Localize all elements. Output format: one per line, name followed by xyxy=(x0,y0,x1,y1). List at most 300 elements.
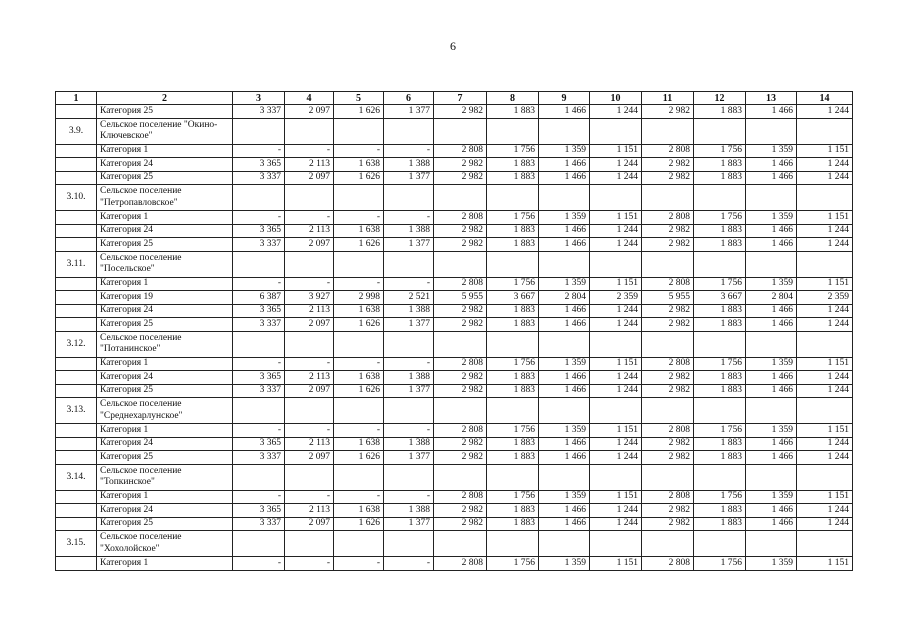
value-cell: - xyxy=(384,357,434,371)
table-row xyxy=(56,224,853,238)
value-cell: 1 244 xyxy=(797,224,853,238)
row-number xyxy=(56,105,97,119)
value-cell: 3 365 xyxy=(233,158,285,172)
row-number xyxy=(56,437,97,451)
value-cell: 1 244 xyxy=(590,238,642,252)
value-cell: 2 097 xyxy=(285,451,334,465)
value-cell: - xyxy=(384,490,434,504)
empty-cell xyxy=(334,464,384,490)
value-cell: - xyxy=(334,557,384,571)
empty-cell xyxy=(539,185,590,211)
value-cell: 2 113 xyxy=(285,224,334,238)
value-cell: 1 756 xyxy=(694,211,746,225)
value-cell: 1 377 xyxy=(384,318,434,332)
value-cell: 2 808 xyxy=(434,490,487,504)
empty-cell xyxy=(434,331,487,357)
row-number: 3.11. xyxy=(56,251,97,277)
row-number: 3.13. xyxy=(56,398,97,424)
value-cell: 1 883 xyxy=(487,451,539,465)
value-cell: 1 638 xyxy=(334,304,384,318)
value-cell: 3 337 xyxy=(233,318,285,332)
value-cell: 1 244 xyxy=(590,504,642,518)
header-cell: 8 xyxy=(487,92,539,105)
row-number xyxy=(56,371,97,385)
value-cell: 1 377 xyxy=(384,451,434,465)
value-cell: 1 883 xyxy=(487,238,539,252)
value-cell: 1 756 xyxy=(487,424,539,438)
empty-cell xyxy=(797,398,853,424)
row-number: 3.15. xyxy=(56,531,97,557)
value-cell: 2 982 xyxy=(434,158,487,172)
settlement-name: Сельское поселение "Посельское" xyxy=(97,251,233,277)
header-cell: 2 xyxy=(97,92,233,105)
value-cell: 2 804 xyxy=(746,291,797,305)
table-row xyxy=(56,384,853,398)
empty-cell xyxy=(434,118,487,144)
value-cell: 1 883 xyxy=(487,384,539,398)
value-cell: 2 359 xyxy=(590,291,642,305)
value-cell: 1 638 xyxy=(334,437,384,451)
value-cell: 1 244 xyxy=(590,171,642,185)
value-cell: 1 883 xyxy=(487,371,539,385)
value-cell: 1 466 xyxy=(746,171,797,185)
value-cell: 1 466 xyxy=(539,451,590,465)
empty-cell xyxy=(434,398,487,424)
value-cell: 2 982 xyxy=(642,105,694,119)
value-cell: 2 097 xyxy=(285,318,334,332)
value-cell: - xyxy=(334,211,384,225)
table-row xyxy=(56,490,853,504)
header-cell: 13 xyxy=(746,92,797,105)
empty-cell xyxy=(797,118,853,144)
value-cell: 1 377 xyxy=(384,238,434,252)
settlement-name: Сельское поселение "Среднехарлунское" xyxy=(97,398,233,424)
empty-cell xyxy=(642,251,694,277)
value-cell: 1 466 xyxy=(746,224,797,238)
value-cell: 1 244 xyxy=(797,451,853,465)
empty-cell xyxy=(694,331,746,357)
value-cell: 1 244 xyxy=(797,517,853,531)
value-cell: - xyxy=(384,277,434,291)
settlement-name: Сельское поселение "Окино-Ключевское" xyxy=(97,118,233,144)
value-cell: 1 377 xyxy=(384,171,434,185)
row-number: 3.10. xyxy=(56,185,97,211)
row-number: 3.14. xyxy=(56,464,97,490)
table-row xyxy=(56,291,853,305)
value-cell: 1 244 xyxy=(797,437,853,451)
empty-cell xyxy=(590,398,642,424)
value-cell: 2 113 xyxy=(285,437,334,451)
empty-cell xyxy=(539,398,590,424)
empty-cell xyxy=(642,464,694,490)
empty-cell xyxy=(384,118,434,144)
value-cell: 1 466 xyxy=(746,504,797,518)
value-cell: 3 927 xyxy=(285,291,334,305)
empty-cell xyxy=(797,185,853,211)
value-cell: 1 359 xyxy=(746,557,797,571)
value-cell: 2 359 xyxy=(797,291,853,305)
value-cell: 2 982 xyxy=(434,384,487,398)
value-cell: 1 359 xyxy=(746,277,797,291)
value-cell: 3 365 xyxy=(233,504,285,518)
section-row xyxy=(56,251,853,277)
table-row xyxy=(56,144,853,158)
value-cell: 1 756 xyxy=(694,490,746,504)
value-cell: 3 337 xyxy=(233,171,285,185)
value-cell: 1 883 xyxy=(694,384,746,398)
value-cell: 1 377 xyxy=(384,517,434,531)
empty-cell xyxy=(233,331,285,357)
value-cell: 1 883 xyxy=(694,451,746,465)
settlement-name: Сельское поселение "Хохолойское" xyxy=(97,531,233,557)
value-cell: 2 982 xyxy=(642,158,694,172)
empty-cell xyxy=(384,398,434,424)
empty-cell xyxy=(285,251,334,277)
value-cell: 2 982 xyxy=(642,384,694,398)
value-cell: 1 466 xyxy=(539,437,590,451)
value-cell: 1 626 xyxy=(334,318,384,332)
category-name: Категория 24 xyxy=(97,504,233,518)
category-name: Категория 24 xyxy=(97,437,233,451)
value-cell: 1 756 xyxy=(694,357,746,371)
empty-cell xyxy=(334,331,384,357)
value-cell: 1 756 xyxy=(694,277,746,291)
empty-cell xyxy=(233,251,285,277)
value-cell: 2 982 xyxy=(642,437,694,451)
value-cell: 1 466 xyxy=(746,437,797,451)
category-name: Категория 25 xyxy=(97,318,233,332)
value-cell: - xyxy=(384,424,434,438)
section-row xyxy=(56,398,853,424)
header-cell: 9 xyxy=(539,92,590,105)
value-cell: - xyxy=(285,557,334,571)
empty-cell xyxy=(233,398,285,424)
value-cell: 1 151 xyxy=(590,424,642,438)
row-number xyxy=(56,557,97,571)
empty-cell xyxy=(746,531,797,557)
value-cell: 2 982 xyxy=(434,304,487,318)
value-cell: 2 808 xyxy=(642,557,694,571)
value-cell: 2 982 xyxy=(434,371,487,385)
value-cell: 1 359 xyxy=(539,424,590,438)
value-cell: 3 365 xyxy=(233,224,285,238)
value-cell: 1 377 xyxy=(384,384,434,398)
value-cell: 1 244 xyxy=(797,384,853,398)
value-cell: 1 244 xyxy=(590,105,642,119)
value-cell: - xyxy=(384,211,434,225)
value-cell: 1 359 xyxy=(746,490,797,504)
section-row xyxy=(56,185,853,211)
value-cell: 1 151 xyxy=(797,357,853,371)
category-name: Категория 1 xyxy=(97,357,233,371)
value-cell: 1 244 xyxy=(797,318,853,332)
value-cell: 1 883 xyxy=(694,437,746,451)
table-row xyxy=(56,277,853,291)
value-cell: 2 808 xyxy=(642,490,694,504)
value-cell: 1 244 xyxy=(590,384,642,398)
empty-cell xyxy=(285,531,334,557)
value-cell: 2 982 xyxy=(642,304,694,318)
empty-cell xyxy=(746,331,797,357)
value-cell: 2 982 xyxy=(642,224,694,238)
value-cell: 2 808 xyxy=(434,557,487,571)
value-cell: 2 808 xyxy=(642,357,694,371)
value-cell: - xyxy=(233,557,285,571)
value-cell: 2 982 xyxy=(434,318,487,332)
value-cell: 3 337 xyxy=(233,451,285,465)
value-cell: 2 808 xyxy=(642,144,694,158)
page-number: 6 xyxy=(450,39,456,53)
value-cell: 3 337 xyxy=(233,238,285,252)
table-row xyxy=(56,158,853,172)
value-cell: - xyxy=(334,277,384,291)
category-name: Категория 1 xyxy=(97,490,233,504)
value-cell: 1 756 xyxy=(487,144,539,158)
row-number xyxy=(56,318,97,332)
header-cell: 10 xyxy=(590,92,642,105)
table-row xyxy=(56,517,853,531)
value-cell: 1 466 xyxy=(539,384,590,398)
empty-cell xyxy=(285,464,334,490)
value-cell: 3 365 xyxy=(233,371,285,385)
category-name: Категория 25 xyxy=(97,451,233,465)
value-cell: 1 883 xyxy=(487,504,539,518)
value-cell: 1 244 xyxy=(590,371,642,385)
empty-cell xyxy=(384,531,434,557)
value-cell: 2 808 xyxy=(434,277,487,291)
value-cell: 2 982 xyxy=(642,371,694,385)
value-cell: 1 466 xyxy=(539,224,590,238)
empty-cell xyxy=(487,464,539,490)
value-cell: 1 883 xyxy=(694,517,746,531)
value-cell: 1 466 xyxy=(539,318,590,332)
value-cell: 1 244 xyxy=(797,238,853,252)
value-cell: 1 466 xyxy=(539,304,590,318)
empty-cell xyxy=(334,531,384,557)
value-cell: 1 638 xyxy=(334,158,384,172)
row-number xyxy=(56,238,97,252)
table-row xyxy=(56,105,853,119)
value-cell: 1 466 xyxy=(746,371,797,385)
header-row xyxy=(56,92,853,105)
value-cell: 1 626 xyxy=(334,384,384,398)
value-cell: - xyxy=(233,490,285,504)
value-cell: 1 151 xyxy=(797,424,853,438)
empty-cell xyxy=(539,464,590,490)
value-cell: 2 097 xyxy=(285,238,334,252)
value-cell: 1 466 xyxy=(746,238,797,252)
category-name: Категория 25 xyxy=(97,105,233,119)
empty-cell xyxy=(746,118,797,144)
value-cell: 1 388 xyxy=(384,371,434,385)
value-cell: 3 365 xyxy=(233,304,285,318)
value-cell: 2 998 xyxy=(334,291,384,305)
value-cell: 1 388 xyxy=(384,224,434,238)
value-cell: 1 626 xyxy=(334,517,384,531)
value-cell: 1 466 xyxy=(746,517,797,531)
value-cell: 1 388 xyxy=(384,158,434,172)
value-cell: - xyxy=(233,144,285,158)
row-number xyxy=(56,304,97,318)
empty-cell xyxy=(434,531,487,557)
value-cell: 2 808 xyxy=(434,424,487,438)
value-cell: 2 097 xyxy=(285,171,334,185)
value-cell: 1 466 xyxy=(539,158,590,172)
value-cell: 1 359 xyxy=(746,211,797,225)
row-number xyxy=(56,490,97,504)
empty-cell xyxy=(384,185,434,211)
empty-cell xyxy=(694,531,746,557)
settlement-name: Сельское поселение "Петропавловское" xyxy=(97,185,233,211)
category-name: Категория 19 xyxy=(97,291,233,305)
value-cell: 1 756 xyxy=(694,557,746,571)
value-cell: 1 466 xyxy=(539,171,590,185)
empty-cell xyxy=(642,185,694,211)
row-number xyxy=(56,224,97,238)
value-cell: 1 756 xyxy=(487,557,539,571)
empty-cell xyxy=(746,398,797,424)
row-number xyxy=(56,158,97,172)
value-cell: 1 244 xyxy=(797,304,853,318)
value-cell: 3 337 xyxy=(233,517,285,531)
category-name: Категория 24 xyxy=(97,304,233,318)
empty-cell xyxy=(642,331,694,357)
value-cell: 2 804 xyxy=(539,291,590,305)
value-cell: 1 359 xyxy=(746,357,797,371)
row-number xyxy=(56,171,97,185)
value-cell: 2 808 xyxy=(642,424,694,438)
value-cell: 1 466 xyxy=(539,504,590,518)
value-cell: 1 151 xyxy=(590,144,642,158)
table-row xyxy=(56,304,853,318)
value-cell: 2 982 xyxy=(434,451,487,465)
value-cell: 1 244 xyxy=(797,171,853,185)
value-cell: 2 982 xyxy=(434,238,487,252)
value-cell: 2 982 xyxy=(642,504,694,518)
category-name: Категория 24 xyxy=(97,224,233,238)
table-row xyxy=(56,557,853,571)
value-cell: 1 756 xyxy=(694,424,746,438)
value-cell: 1 883 xyxy=(487,304,539,318)
table-row xyxy=(56,451,853,465)
value-cell: - xyxy=(334,490,384,504)
value-cell: 1 756 xyxy=(487,277,539,291)
value-cell: 1 638 xyxy=(334,224,384,238)
section-row xyxy=(56,531,853,557)
row-number xyxy=(56,144,97,158)
empty-cell xyxy=(797,331,853,357)
empty-cell xyxy=(746,185,797,211)
value-cell: 1 466 xyxy=(539,105,590,119)
value-cell: - xyxy=(285,424,334,438)
value-cell: 1 244 xyxy=(590,517,642,531)
value-cell: 1 883 xyxy=(694,224,746,238)
category-name: Категория 1 xyxy=(97,277,233,291)
row-number xyxy=(56,384,97,398)
value-cell: 6 387 xyxy=(233,291,285,305)
value-cell: 1 151 xyxy=(590,557,642,571)
value-cell: 1 626 xyxy=(334,171,384,185)
table-row xyxy=(56,357,853,371)
empty-cell xyxy=(694,251,746,277)
empty-cell xyxy=(285,118,334,144)
value-cell: 1 244 xyxy=(590,304,642,318)
category-name: Категория 24 xyxy=(97,371,233,385)
empty-cell xyxy=(334,398,384,424)
empty-cell xyxy=(746,251,797,277)
empty-cell xyxy=(334,185,384,211)
category-name: Категория 25 xyxy=(97,238,233,252)
value-cell: 1 883 xyxy=(694,171,746,185)
value-cell: 1 756 xyxy=(487,490,539,504)
empty-cell xyxy=(285,398,334,424)
value-cell: 1 244 xyxy=(590,437,642,451)
empty-cell xyxy=(590,531,642,557)
empty-cell xyxy=(539,118,590,144)
category-name: Категория 25 xyxy=(97,171,233,185)
value-cell: 1 151 xyxy=(590,357,642,371)
value-cell: 2 113 xyxy=(285,304,334,318)
empty-cell xyxy=(334,118,384,144)
value-cell: 1 388 xyxy=(384,504,434,518)
category-name: Категория 1 xyxy=(97,211,233,225)
value-cell: 1 883 xyxy=(694,158,746,172)
empty-cell xyxy=(797,251,853,277)
value-cell: - xyxy=(285,277,334,291)
value-cell: 1 883 xyxy=(694,371,746,385)
category-name: Категория 1 xyxy=(97,144,233,158)
value-cell: 2 982 xyxy=(642,238,694,252)
empty-cell xyxy=(334,251,384,277)
value-cell: 2 982 xyxy=(642,517,694,531)
section-row xyxy=(56,331,853,357)
value-cell: 1 626 xyxy=(334,105,384,119)
value-cell: 1 466 xyxy=(746,158,797,172)
value-cell: 1 359 xyxy=(746,424,797,438)
value-cell: 1 466 xyxy=(746,105,797,119)
category-name: Категория 25 xyxy=(97,384,233,398)
value-cell: 1 359 xyxy=(539,211,590,225)
table-row xyxy=(56,318,853,332)
value-cell: 2 521 xyxy=(384,291,434,305)
empty-cell xyxy=(487,118,539,144)
value-cell: 5 955 xyxy=(434,291,487,305)
empty-cell xyxy=(384,251,434,277)
settlement-name: Сельское поселение "Потанинское" xyxy=(97,331,233,357)
settlement-name: Сельское поселение "Топкинское" xyxy=(97,464,233,490)
value-cell: 1 151 xyxy=(797,557,853,571)
value-cell: - xyxy=(334,357,384,371)
value-cell: 2 113 xyxy=(285,371,334,385)
value-cell: - xyxy=(384,144,434,158)
value-cell: - xyxy=(233,277,285,291)
value-cell: 1 466 xyxy=(746,384,797,398)
value-cell: 1 388 xyxy=(384,304,434,318)
value-cell: 1 151 xyxy=(797,277,853,291)
section-row xyxy=(56,118,853,144)
empty-cell xyxy=(746,464,797,490)
empty-cell xyxy=(797,464,853,490)
empty-cell xyxy=(487,251,539,277)
empty-cell xyxy=(384,464,434,490)
row-number xyxy=(56,211,97,225)
value-cell: 1 626 xyxy=(334,451,384,465)
value-cell: 1 883 xyxy=(694,238,746,252)
row-number xyxy=(56,517,97,531)
header-cell: 6 xyxy=(384,92,434,105)
value-cell: 1 466 xyxy=(539,238,590,252)
value-cell: 2 097 xyxy=(285,384,334,398)
